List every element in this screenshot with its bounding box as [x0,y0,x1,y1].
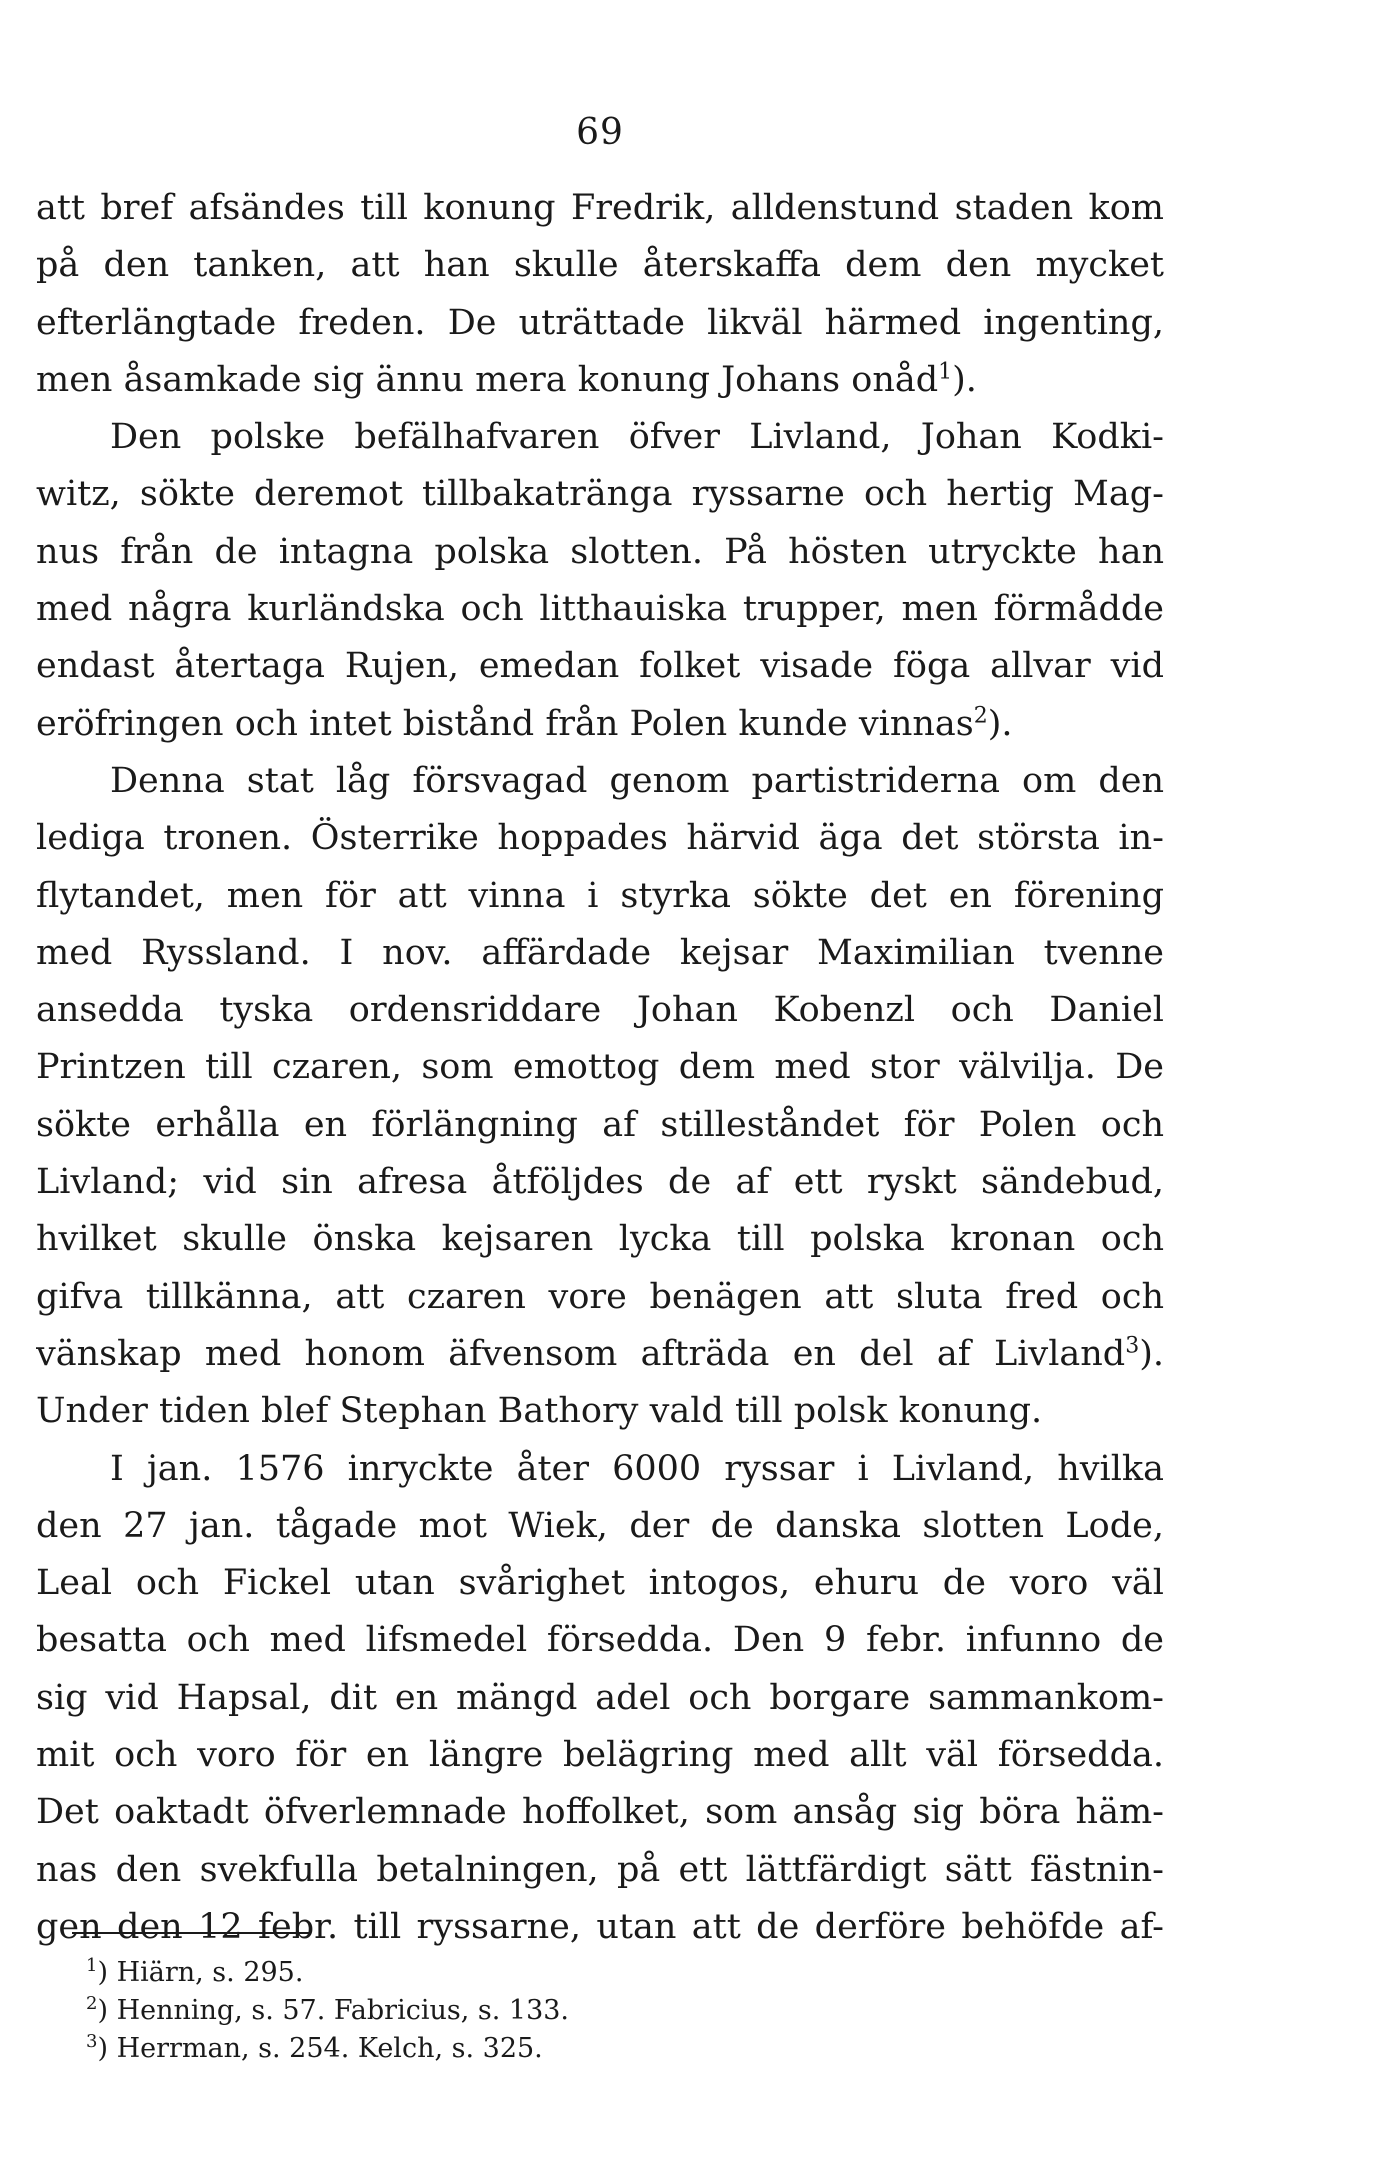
line-text: att bref afsändes till konung Fredrik, alldenstund staden kom [36,188,1164,228]
text-line [36,925,1164,982]
line-text: Leal och Fickel utan svårighet intogos, ehuru de voro väl [36,1563,1164,1604]
ref-closing: ). [1139,1333,1164,1374]
text-line [36,1727,1164,1784]
footnote-marker: 1 [86,1955,98,1976]
text-line [36,180,1164,237]
line-text: Under tiden blef Stephan Bathory vald till polsk konung. [36,1391,1043,1432]
line-text: witz, sökte deremot tillbakatränga ryssarne och hertig Mag- [36,474,1164,515]
line-text: endast återtaga Rujen, emedan folket visade föga allvar vid [36,646,1164,687]
text-line [36,466,1164,523]
footnote-divider [72,1932,310,1934]
text-line [36,409,1164,466]
text-line [36,1441,1164,1498]
footnote-text: ) Hiärn, s. 295. [97,1957,304,1988]
text-line [36,524,1164,581]
text-line [36,1097,1164,1154]
line-text: gen den 12 febr. till ryssarne, utan att de derföre behöfde af- [36,1906,1164,1947]
line-text: ansedda tyska ordensriddare Johan Kobenzl och Daniel [36,990,1164,1031]
text-line [36,1784,1164,1841]
line-text: I jan. 1576 inryckte åter 6000 ryssar i Livland, hvilka [110,1448,1164,1489]
text-line [36,1326,1164,1383]
text-line [36,1383,1164,1440]
line-text: sig vid Hapsal, dit en mängd adel och borgare sammankom- [36,1677,1164,1718]
line-text: sökte erhålla en förlängning af stilleståndet för Polen och [36,1104,1164,1145]
text-line [36,1612,1164,1669]
text-line [36,237,1164,294]
line-text: Det oaktadt öfverlemnade hoffolket, som ansåg sig böra häm- [36,1792,1164,1833]
text-line [36,810,1164,867]
line-text: men åsamkade sig ännu mera konung Johans onåd [36,359,939,400]
line-text: hvilket skulle önska kejsaren lycka till polska kronan och [36,1219,1164,1260]
text-line [36,581,1164,638]
text-line [36,1899,1164,1956]
text-line [36,982,1164,1039]
text-line [36,1670,1164,1727]
footnote-text: ) Henning, s. 57. Fabricius, s. 133. [97,1995,570,2026]
text-line [36,1555,1164,1612]
line-text: Den polske befälhafvaren öfver Livland, Johan Kodki- [110,417,1164,458]
footnote-ref-2: 2 [973,703,988,729]
footnote-marker: 3 [86,2031,98,2052]
line-text: med några kurländska och litthauiska trupper, men förmådde [36,589,1164,630]
line-text: flytandet, men för att vinna i styrka sökte det en förening [36,875,1164,916]
line-text: med Ryssland. I nov. affärdade kejsar Maximilian tvenne [36,932,1164,973]
text-line [36,868,1164,925]
footnote-text: ) Herrman, s. 254. Kelch, s. 325. [97,2033,543,2064]
page-number: 69 [576,112,624,153]
footnote-ref-1: 1 [938,359,953,385]
text-line [36,352,1164,409]
footnote-3 [86,2030,886,2068]
footnote-2 [86,1992,886,2030]
line-text: Printzen till czaren, som emottog dem med stor välvilja. De [36,1047,1164,1088]
text-line [36,295,1164,352]
line-text: Livland; vid sin afresa åtföljdes de af ett ryskt sändebud, [36,1162,1164,1203]
text-line [36,1498,1164,1555]
line-text: nus från de intagna polska slotten. På hösten utryckte han [36,531,1164,572]
text-line [36,1211,1164,1268]
text-line [36,1154,1164,1211]
text-line [36,638,1164,695]
footnote-1 [86,1954,886,1992]
line-text: Denna stat låg försvagad genom partistriderna om den [110,760,1164,801]
text-line [36,1039,1164,1096]
text-line [36,1269,1164,1326]
line-text: lediga tronen. Österrike hoppades härvid äga det största in- [36,818,1164,859]
text-line [36,1842,1164,1899]
line-text: vänskap med honom äfvensom afträda en del af Livland [36,1333,1126,1374]
line-text: eröfringen och intet bistånd från Polen kunde vinnas [36,703,974,744]
line-text: nas den svekfulla betalningen, på ett lättfärdigt sätt fästnin- [36,1849,1164,1890]
line-text: på den tanken, att han skulle återskaffa dem den mycket [36,245,1164,286]
line-text: gifva tillkänna, att czaren vore benägen att sluta fred och [36,1276,1164,1317]
text-line [36,696,1164,753]
ref-closing: ). [952,359,977,400]
line-text: mit och voro för en längre belägring med allt väl försedda. [36,1735,1164,1776]
footnote-ref-3: 3 [1125,1333,1140,1359]
line-text: den 27 jan. tågade mot Wiek, der de danska slotten Lode, [36,1505,1164,1546]
body-text [36,180,1164,1956]
line-text: besatta och med lifsmedel försedda. Den 9 febr. infunno de [36,1620,1164,1661]
ref-closing: ). [987,703,1013,744]
footnote-marker: 2 [86,1993,98,2014]
line-text: efterlängtade freden. De uträttade likväl härmed ingenting, [36,302,1164,343]
footnotes [86,1954,886,2068]
text-line [36,753,1164,810]
